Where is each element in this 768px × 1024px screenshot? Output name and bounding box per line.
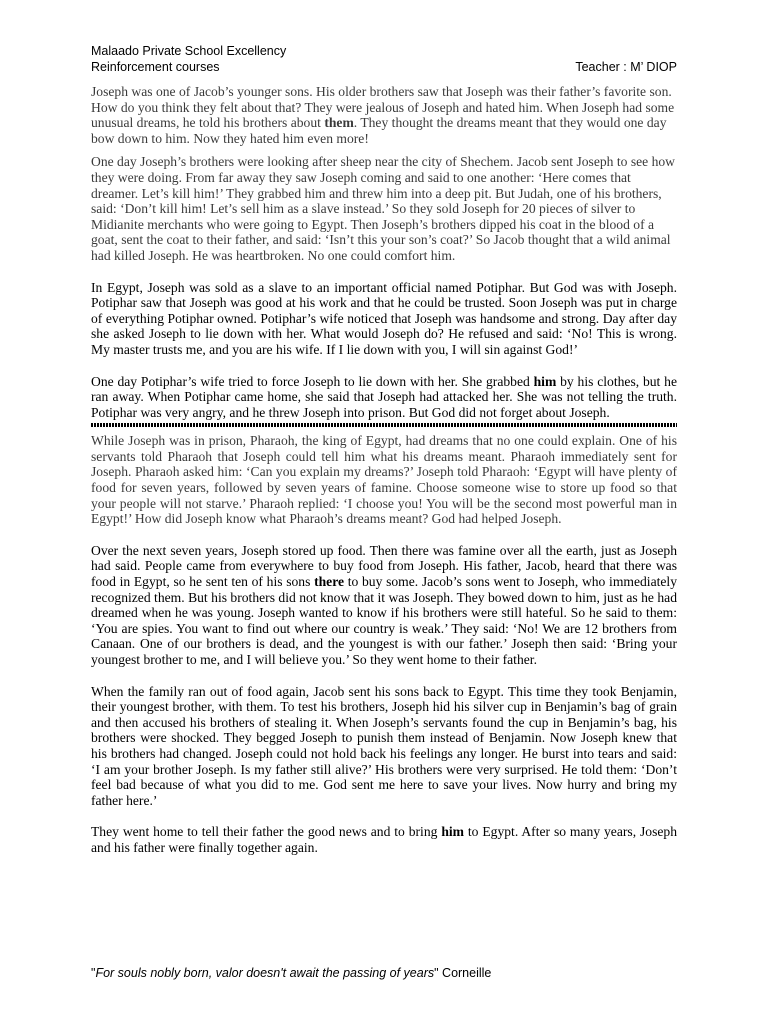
paragraph-8-part-1: They went home to tell their father the good news and to bring: [91, 824, 442, 840]
course-title: Reinforcement courses: [91, 60, 220, 74]
section-separator: [91, 423, 677, 427]
quote-text: For souls nobly born, valor doesn't await the passing of years: [95, 966, 435, 980]
paragraph-1: [91, 84, 677, 146]
paragraph-4-bold: him: [533, 373, 557, 389]
paragraph-8: [91, 824, 677, 855]
quote-close-mark: ": [434, 966, 439, 980]
paragraph-6: [91, 543, 677, 668]
paragraph-3: In Egypt, Joseph was sold as a slave to an important official named Potiphar. But God was with Joseph. Potiphar saw that Joseph was good at his work and that he could be trusted. Soon Joseph was put in charge of everything Potiphar owned. Potiphar’s wife noticed that Joseph was handsome and strong. Day after day she asked Joseph to lie down with her. What would Joseph do? He refused and said: ‘No! This is wrong. My master trusts me, and you are his wife. If I lie down with you, I will sin against God!’: [91, 279, 677, 357]
paragraph-7: When the family ran out of food again, Jacob sent his sons back to Egypt. This time they took Benjamin, their youngest brother, with them. To test his brothers, Joseph hid his silver cup in Benjamin’s bag of grain and then accused his brothers of stealing it. When Joseph’s servants found the cup in Benjamin’s bag, his brothers were shocked. They begged Joseph to punish them instead of Benjamin. Now Joseph knew that his brothers had changed. Joseph could not hold back his feelings any longer. He burst into tears and said: ‘I am your brother Joseph. Is my father still alive?’ His brothers were very surprised. He told them: ‘Don’t feel bad because of what you did to me. God sent me here to save your lives. Now hurry and bring my father here.’: [91, 683, 677, 808]
footer-quote: [91, 965, 677, 981]
paragraph-1-part-2: . They thought the dreams meant that they would one day bow down to him. Now they hated him even more!: [91, 115, 667, 146]
story-text: [91, 84, 677, 856]
paragraph-8-part-2: to Egypt. After so many years, Joseph and his father were finally together again.: [91, 824, 677, 855]
paragraph-1-part-1: Joseph was one of Jacob’s younger sons. His older brothers saw that Joseph was their father’s favorite son. How do you think they felt about that? They were jealous of Joseph and hated him. When Joseph had some unusual dreams, he told his brothers about: [91, 84, 675, 131]
paragraph-6-part-2: to buy some. Jacob’s sons went to Joseph, who immediately recognized them. But his brothers did not know that it was Joseph. They bowed down to him, just as he had dreamed when he was young. Joseph wanted to know if his brothers were still hateful. So he said to them: ‘You are spies. You want to find out where our country is weak.’ They said: ‘No! We are 12 brothers from Canaan. One of our brothers is dead, and the youngest is with our father.’ Joseph then said: ‘Bring your youngest brother to me, and I will believe you.’ So they went home to their father.: [91, 574, 677, 667]
paragraph-6-bold: there: [314, 574, 345, 590]
paragraph-4-part-2: by his clothes, but he ran away. When Potiphar came home, she said that Joseph had attacked her. She was not telling the truth. Potiphar was very angry, and he threw Joseph into prison. But God did not forget about Joseph.: [91, 373, 677, 420]
school-name: Malaado Private School Excellency: [91, 44, 287, 58]
header-row: [91, 59, 677, 75]
paragraph-2: One day Joseph’s brothers were looking after sheep near the city of Shechem. Jacob sent Joseph to see how they were doing. From far away they saw Joseph coming and said to one another: ‘Here comes that dreamer. Let’s kill him!’ They grabbed him and threw him into a deep pit. But Judah, one of his brothers, said: ‘Don’t kill him! Let’s sell him as a slave instead.’ So they sold Joseph for 20 pieces of silver to Midianite merchants who were going to Egypt. Then Joseph’s brothers dipped his coat in the blood of a goat, sent the coat to their father, and said: ‘Isn’t this your son’s coat?’ So Jacob thought that a wild animal had killed Joseph. He was heartbroken. No one could comfort him.: [91, 154, 675, 263]
page-header: [91, 43, 677, 75]
paragraph-4: [91, 374, 677, 421]
paragraph-4-part-1: One day Potiphar’s wife tried to force Joseph to lie down with her. She grabbed: [91, 373, 534, 389]
quote-open-mark: ": [91, 966, 96, 980]
paragraph-5: While Joseph was in prison, Pharaoh, the king of Egypt, had dreams that no one could explain. One of his servants told Pharaoh that Joseph could tell him what his dreams meant. Pharaoh immediately sent for Joseph. Pharaoh asked him: ‘Can you explain my dreams?’ Joseph told Pharaoh: ‘Egypt will have plenty of food for seven years, followed by seven years of famine. Choose someone wise to store up food so that your people will not starve.’ Pharaoh replied: ‘I choose you! You will be the second most powerful man in Egypt!’ How did Joseph know what Pharaoh’s dreams meant? God had helped Joseph.: [91, 433, 677, 527]
paragraph-1-bold: them: [324, 115, 354, 131]
paragraph-6-part-1: Over the next seven years, Joseph stored up food. Then there was famine over all the earth, just as Joseph had said. People came from everywhere to buy food from Joseph. His father, Jacob, heard that there was food in Egypt, so he sent ten of his sons: [91, 542, 677, 590]
paragraph-8-bold: him: [441, 824, 464, 840]
quote-author: Corneille: [438, 966, 492, 980]
teacher-name: Teacher : M’ DIOP: [575, 60, 677, 74]
